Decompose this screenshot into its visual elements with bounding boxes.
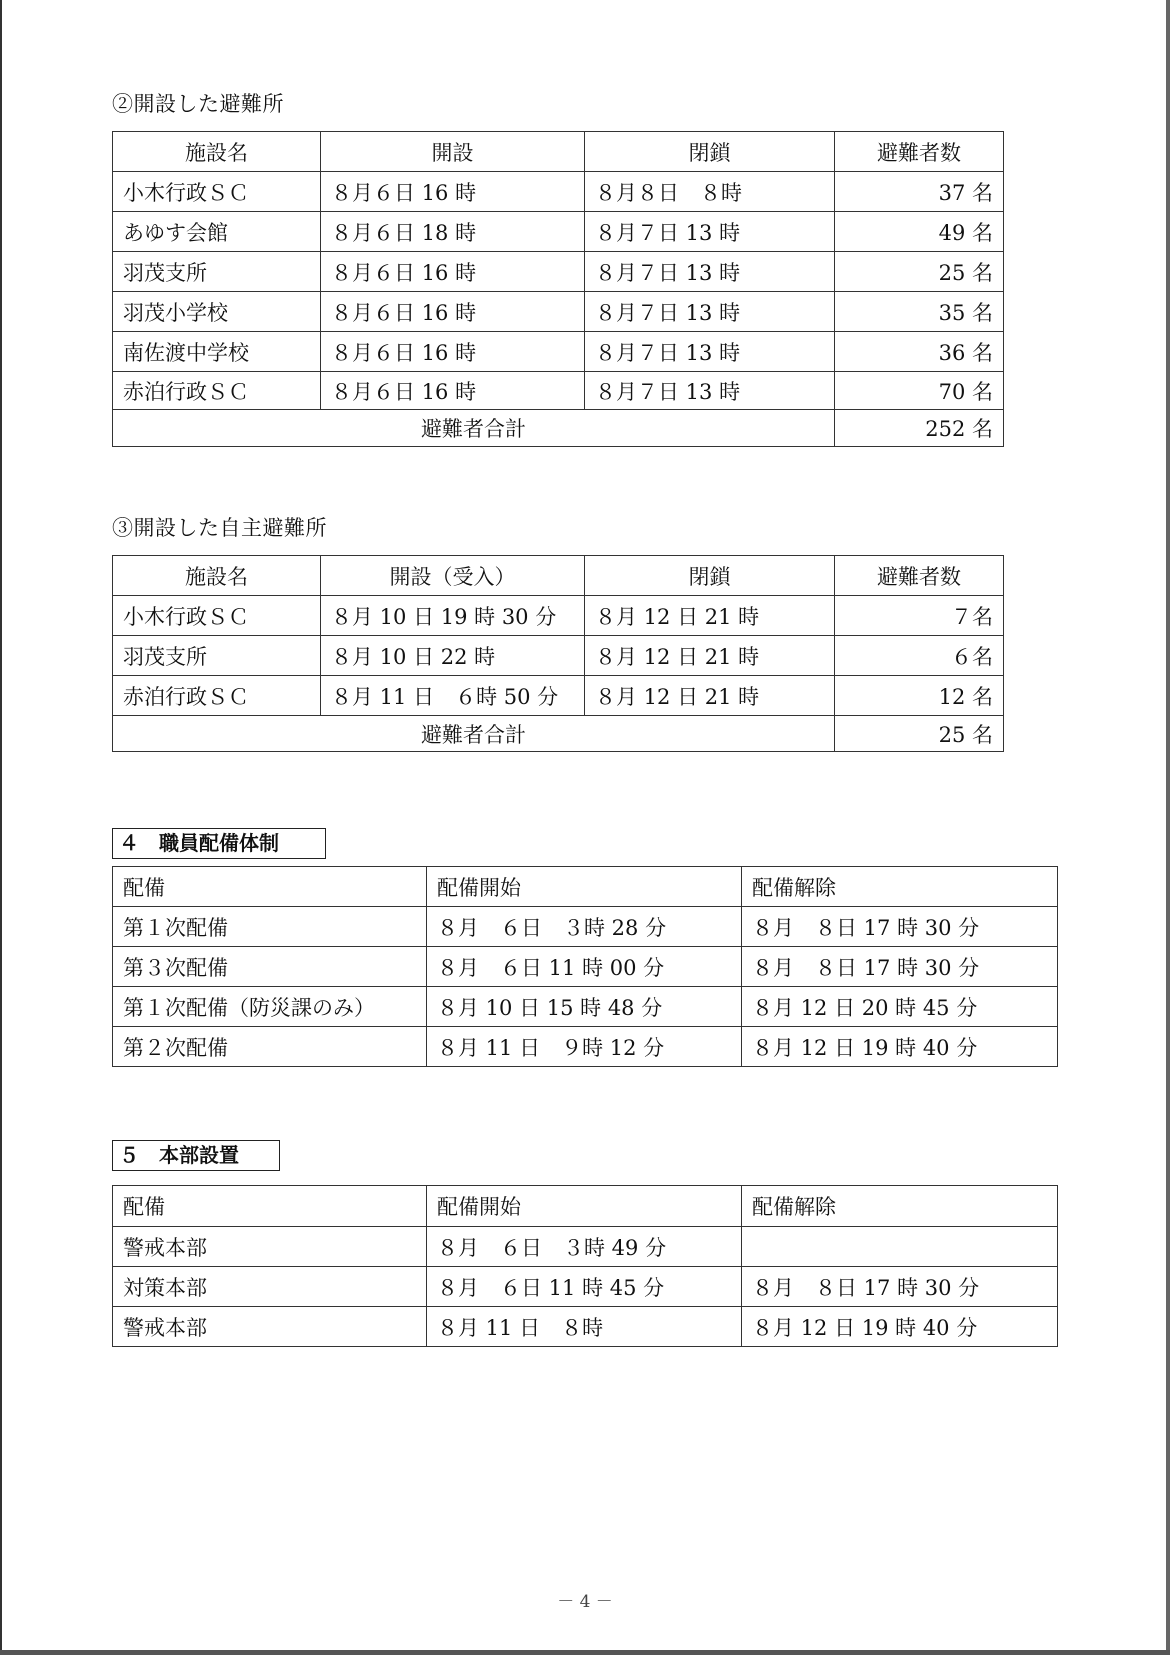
table-row bbox=[113, 636, 1004, 676]
start-time: ８月 ６日 11 時 45 分 bbox=[427, 1267, 742, 1307]
page-number: － 4 － bbox=[557, 1592, 613, 1612]
header-open: 開設 bbox=[321, 132, 585, 172]
facility-name: 赤泊行政ＳＣ bbox=[113, 676, 321, 716]
hq-type: 対策本部 bbox=[113, 1267, 427, 1307]
open-time: ８月６日 16 時 bbox=[321, 172, 585, 212]
header-open: 開設（受入） bbox=[321, 556, 585, 596]
open-time: ８月 11 日 ６時 50 分 bbox=[321, 676, 585, 716]
close-time: ８月 12 日 21 時 bbox=[585, 676, 835, 716]
facility-name: 羽茂支所 bbox=[113, 252, 321, 292]
hq-type: 警戒本部 bbox=[113, 1307, 427, 1347]
headquarters-table bbox=[112, 1185, 1058, 1347]
section3-title: ③開設した自主避難所 bbox=[112, 516, 327, 540]
total-row bbox=[113, 410, 1004, 447]
release-time: ８月 ８日 17 時 30 分 bbox=[742, 1267, 1058, 1307]
close-time: ８月 12 日 21 時 bbox=[585, 596, 835, 636]
start-time: ８月 ６日 11 時 00 分 bbox=[427, 947, 742, 987]
close-time: ８月７日 13 時 bbox=[585, 292, 835, 332]
close-time: ８月７日 13 時 bbox=[585, 212, 835, 252]
total-label: 避難者合計 bbox=[113, 410, 835, 447]
start-time: ８月 ６日 ３時 49 分 bbox=[427, 1227, 742, 1267]
open-time: ８月６日 18 時 bbox=[321, 212, 585, 252]
close-time: ８月 12 日 21 時 bbox=[585, 636, 835, 676]
table-row bbox=[113, 172, 1004, 212]
table-header-row bbox=[113, 1186, 1058, 1227]
facility-name: 小木行政ＳＣ bbox=[113, 596, 321, 636]
open-time: ８月６日 16 時 bbox=[321, 252, 585, 292]
open-time: ８月６日 16 時 bbox=[321, 332, 585, 372]
evacuee-count: 36 名 bbox=[835, 332, 1004, 372]
evacuee-count: 37 名 bbox=[835, 172, 1004, 212]
close-time: ８月７日 13 時 bbox=[585, 372, 835, 410]
close-time: ８月８日 ８時 bbox=[585, 172, 835, 212]
staff-deployment-table bbox=[112, 866, 1058, 1067]
table-row bbox=[113, 947, 1058, 987]
total-label: 避難者合計 bbox=[113, 716, 835, 752]
table-header-row bbox=[113, 556, 1004, 596]
total-row bbox=[113, 716, 1004, 752]
section2-title: ②開設した避難所 bbox=[112, 92, 284, 116]
deployment-level: 第３次配備 bbox=[113, 947, 427, 987]
facility-name: 南佐渡中学校 bbox=[113, 332, 321, 372]
header-close: 閉鎖 bbox=[585, 132, 835, 172]
voluntary-shelter-table bbox=[112, 555, 1004, 752]
table-row bbox=[113, 1227, 1058, 1267]
deployment-level: 第１次配備（防災課のみ） bbox=[113, 987, 427, 1027]
evacuee-count: ６名 bbox=[835, 636, 1004, 676]
release-time bbox=[742, 1227, 1058, 1267]
start-time: ８月 ６日 ３時 28 分 bbox=[427, 907, 742, 947]
table-row bbox=[113, 907, 1058, 947]
table-row bbox=[113, 1027, 1058, 1067]
section4-title: ４ 職員配備体制 bbox=[112, 828, 326, 859]
header-evacuees: 避難者数 bbox=[835, 556, 1004, 596]
table-row bbox=[113, 252, 1004, 292]
facility-name: 小木行政ＳＣ bbox=[113, 172, 321, 212]
header-release: 配備解除 bbox=[742, 867, 1058, 907]
table-row bbox=[113, 1307, 1058, 1347]
evacuee-count: ７名 bbox=[835, 596, 1004, 636]
release-time: ８月 ８日 17 時 30 分 bbox=[742, 907, 1058, 947]
page-right-edge bbox=[1166, 0, 1170, 1655]
open-time: ８月 10 日 19 時 30 分 bbox=[321, 596, 585, 636]
close-time: ８月７日 13 時 bbox=[585, 332, 835, 372]
facility-name: あゆす会館 bbox=[113, 212, 321, 252]
table-row bbox=[113, 596, 1004, 636]
deployment-level: 第１次配備 bbox=[113, 907, 427, 947]
header-evacuees: 避難者数 bbox=[835, 132, 1004, 172]
table-header-row bbox=[113, 867, 1058, 907]
table-row bbox=[113, 332, 1004, 372]
evacuee-count: 49 名 bbox=[835, 212, 1004, 252]
header-deployment: 配備 bbox=[113, 1186, 427, 1227]
evacuee-count: 35 名 bbox=[835, 292, 1004, 332]
header-facility: 施設名 bbox=[113, 556, 321, 596]
facility-name: 羽茂小学校 bbox=[113, 292, 321, 332]
page-left-edge bbox=[0, 0, 2, 1655]
facility-name: 赤泊行政ＳＣ bbox=[113, 372, 321, 410]
table-row bbox=[113, 676, 1004, 716]
table-row bbox=[113, 292, 1004, 332]
section5-title: ５ 本部設置 bbox=[112, 1140, 280, 1171]
evacuee-count: 25 名 bbox=[835, 252, 1004, 292]
header-release: 配備解除 bbox=[742, 1186, 1058, 1227]
release-time: ８月 ８日 17 時 30 分 bbox=[742, 947, 1058, 987]
table-row bbox=[113, 987, 1058, 1027]
header-deployment: 配備 bbox=[113, 867, 427, 907]
total-value: 252 名 bbox=[835, 410, 1004, 447]
header-facility: 施設名 bbox=[113, 132, 321, 172]
deployment-level: 第２次配備 bbox=[113, 1027, 427, 1067]
page-bottom-edge bbox=[0, 1650, 1170, 1655]
release-time: ８月 12 日 20 時 45 分 bbox=[742, 987, 1058, 1027]
release-time: ８月 12 日 19 時 40 分 bbox=[742, 1027, 1058, 1067]
open-time: ８月 10 日 22 時 bbox=[321, 636, 585, 676]
facility-name: 羽茂支所 bbox=[113, 636, 321, 676]
close-time: ８月７日 13 時 bbox=[585, 252, 835, 292]
header-close: 閉鎖 bbox=[585, 556, 835, 596]
table-header-row bbox=[113, 132, 1004, 172]
table-row bbox=[113, 212, 1004, 252]
header-start: 配備開始 bbox=[427, 1186, 742, 1227]
table-row bbox=[113, 1267, 1058, 1307]
open-time: ８月６日 16 時 bbox=[321, 372, 585, 410]
evacuee-count: 70 名 bbox=[835, 372, 1004, 410]
shelter-table bbox=[112, 131, 1004, 447]
open-time: ８月６日 16 時 bbox=[321, 292, 585, 332]
header-start: 配備開始 bbox=[427, 867, 742, 907]
total-value: 25 名 bbox=[835, 716, 1004, 752]
start-time: ８月 11 日 ８時 bbox=[427, 1307, 742, 1347]
evacuee-count: 12 名 bbox=[835, 676, 1004, 716]
table-row bbox=[113, 372, 1004, 410]
release-time: ８月 12 日 19 時 40 分 bbox=[742, 1307, 1058, 1347]
start-time: ８月 10 日 15 時 48 分 bbox=[427, 987, 742, 1027]
hq-type: 警戒本部 bbox=[113, 1227, 427, 1267]
start-time: ８月 11 日 ９時 12 分 bbox=[427, 1027, 742, 1067]
